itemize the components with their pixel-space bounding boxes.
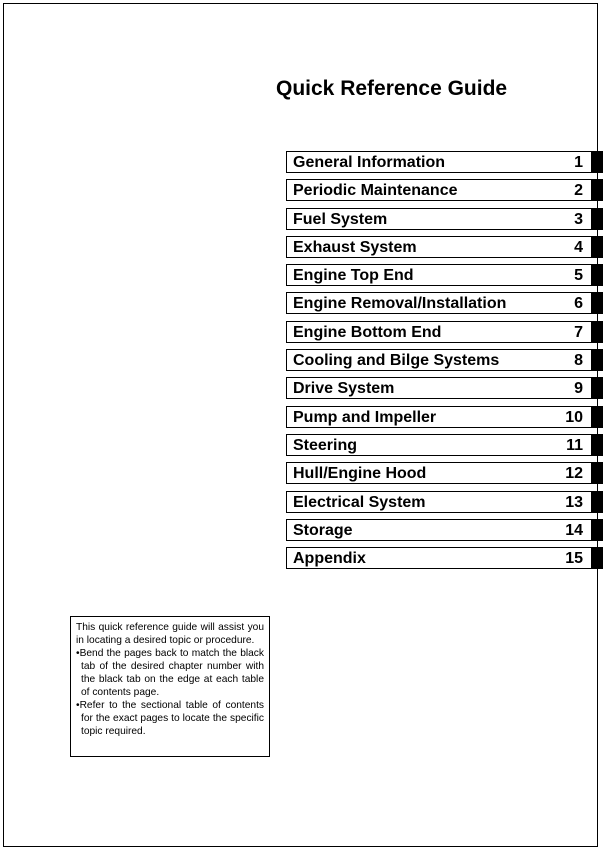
chapter-number: 9 xyxy=(574,380,583,398)
chapter-label: Periodic Maintenance xyxy=(293,182,458,200)
usage-note-bullet: •Refer to the sectional table of contents for the exact pages to locate the specific topic required. xyxy=(76,700,264,737)
chapter-number: 13 xyxy=(565,493,583,511)
chapter-label: Exhaust System xyxy=(293,238,417,256)
chapter-row-8[interactable] xyxy=(286,349,603,371)
chapter-label: Appendix xyxy=(293,550,366,568)
chapter-row-4[interactable] xyxy=(286,236,603,258)
chapter-label: Hull/Engine Hood xyxy=(293,465,427,483)
chapter-row-11[interactable] xyxy=(286,434,603,456)
chapter-number: 14 xyxy=(565,521,583,539)
chapter-label: Storage xyxy=(293,521,353,539)
chapter-label: Engine Removal/Installation xyxy=(293,295,507,313)
chapter-label: Drive System xyxy=(293,380,395,398)
chapter-number: 15 xyxy=(565,550,583,568)
chapter-row-5[interactable] xyxy=(286,264,603,286)
chapter-number: 7 xyxy=(574,323,583,341)
chapter-number: 3 xyxy=(574,210,583,228)
chapter-row-1[interactable] xyxy=(286,151,603,173)
chapter-row-10[interactable] xyxy=(286,406,603,428)
black-tab-marker xyxy=(591,462,603,484)
chapter-row-14[interactable] xyxy=(286,519,603,541)
black-tab-marker xyxy=(591,321,603,343)
black-tab-marker xyxy=(591,292,603,314)
chapter-label: Engine Bottom End xyxy=(293,323,442,341)
chapter-label: Electrical System xyxy=(293,493,426,511)
chapter-row-13[interactable] xyxy=(286,491,603,513)
black-tab-marker xyxy=(591,208,603,230)
chapter-row-2[interactable] xyxy=(286,179,603,201)
chapter-number: 11 xyxy=(566,436,583,454)
black-tab-marker xyxy=(591,236,603,258)
chapter-label: Pump and Impeller xyxy=(293,408,437,426)
chapter-number: 1 xyxy=(574,154,583,171)
chapter-row-12[interactable] xyxy=(286,462,603,484)
chapter-index xyxy=(286,151,603,575)
chapter-number: 5 xyxy=(574,267,583,285)
chapter-label: Cooling and Bilge Systems xyxy=(293,352,500,370)
chapter-row-15[interactable] xyxy=(286,547,603,569)
black-tab-marker xyxy=(591,491,603,513)
black-tab-marker xyxy=(591,349,603,371)
chapter-row-9[interactable] xyxy=(286,377,603,399)
black-tab-marker xyxy=(591,377,603,399)
chapter-number: 6 xyxy=(574,295,583,313)
chapter-number: 8 xyxy=(574,352,583,370)
black-tab-marker xyxy=(591,264,603,286)
black-tab-marker xyxy=(591,406,603,428)
black-tab-marker xyxy=(591,547,603,569)
black-tab-marker xyxy=(591,151,603,173)
chapter-number: 12 xyxy=(565,465,583,483)
chapter-number: 4 xyxy=(574,238,583,256)
black-tab-marker xyxy=(591,179,603,201)
chapter-label: General Information xyxy=(293,154,446,171)
chapter-row-3[interactable] xyxy=(286,208,603,230)
chapter-label: Engine Top End xyxy=(293,267,414,285)
usage-note-bullet: •Bend the pages back to match the black tab of the desired chapter number with the black tab on the edge at each table of contents page. xyxy=(76,648,264,698)
chapter-label: Fuel System xyxy=(293,210,388,228)
chapter-row-7[interactable] xyxy=(286,321,603,343)
chapter-number: 10 xyxy=(565,408,583,426)
usage-note-intro: This quick reference guide will assist you in locating a desired topic or procedure. xyxy=(76,622,264,646)
chapter-number: 2 xyxy=(574,182,583,200)
chapter-row-6[interactable] xyxy=(286,292,603,314)
black-tab-marker xyxy=(591,434,603,456)
document-page xyxy=(3,3,598,847)
page-title: Quick Reference Guide xyxy=(276,77,508,100)
chapter-label: Steering xyxy=(293,436,358,454)
usage-note-box xyxy=(70,616,270,757)
black-tab-marker xyxy=(591,519,603,541)
